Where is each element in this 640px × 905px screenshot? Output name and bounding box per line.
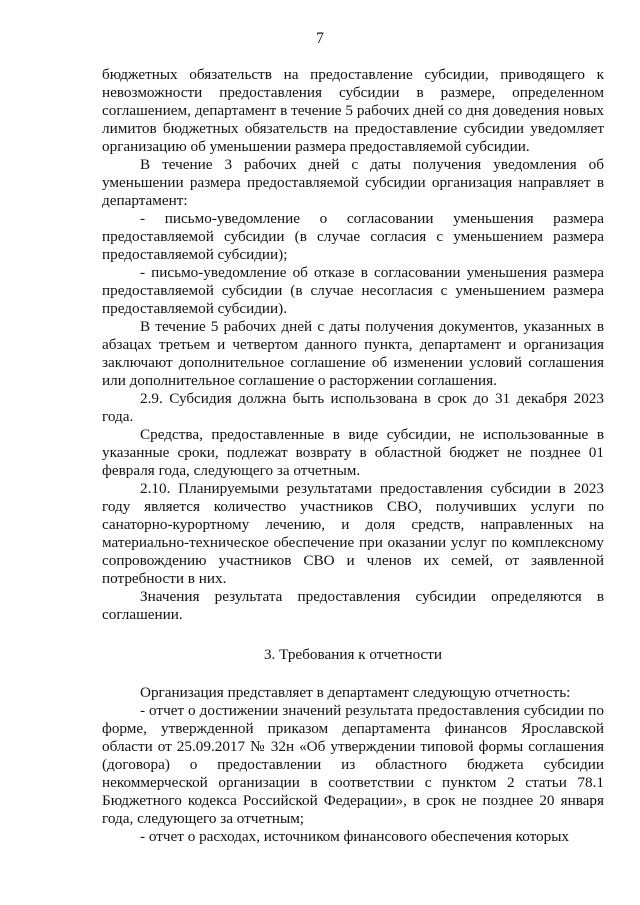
- paragraph: В течение 3 рабочих дней с даты получения уведомления об уменьшении размера предоставляемой субсидии организация направляет в департамент:: [102, 156, 604, 209]
- paragraph: Организация представляет в департамент следующую отчетность:: [140, 684, 571, 701]
- paragraph: 2.10. Планируемыми результатами предоставления субсидии в 2023 году является количество участников СВО, получивших услуги по санаторно-курортному лечению, и доля средств, направленных на материально-техническое обеспечение при оказании услуг по комплексному сопровождению участников СВО и членов их семей, от заявленной потребности в них.: [102, 480, 604, 587]
- list-item: - отчет о расходах, источником финансового обеспечения которых: [140, 828, 570, 845]
- paragraph: 2.9. Субсидия должна быть использована в срок до 31 декабря 2023 года.: [102, 390, 604, 425]
- section-heading: 3. Требования к отчетности: [263, 646, 443, 663]
- list-item: - отчет о достижении значений результата предоставления субсидии по форме, утвержденной приказом департамента финансов Ярославской области от 25.09.2017 № 32н «Об утверждении типовой формы соглашения (договора) о предоставлении из областного бюджета субсидии некоммерческой организации в соответствии с пунктом 2 статьи 78.1 Бюджетного кодекса Российской Федерации», в срок не позднее 20 января года, следующего за отчетным;: [102, 702, 604, 827]
- paragraph: Средства, предоставленные в виде субсидии, не использованные в указанные сроки, подлежат возврату в областной бюджет не позднее 01 февраля года, следующего за отчетным.: [102, 426, 604, 479]
- paragraph: В течение 5 рабочих дней с даты получения документов, указанных в абзацах третьем и четвертом данного пункта, департамент и организация заключают дополнительное соглашение об изменении условий соглашения или дополнительное соглашение о расторжении соглашения.: [102, 318, 604, 389]
- page-content: [102, 66, 604, 846]
- paragraph: бюджетных обязательств на предоставление субсидии, приводящего к невозможности предоставления субсидии в размере, определенном соглашением, департамент в течение 5 рабочих дней со дня доведения новых лимитов бюджетных обязательств на предоставление субсидии уведомляет организацию об уменьшении размера предоставляемой субсидии.: [102, 66, 604, 155]
- list-item: - письмо-уведомление об отказе в согласовании уменьшения размера предоставляемой субсидии (в случае несогласия с уменьшением размера предоставляемой субсидии).: [102, 264, 604, 317]
- paragraph: Значения результата предоставления субсидии определяются в соглашении.: [102, 588, 604, 623]
- list-item: - письмо-уведомление о согласовании уменьшения размера предоставляемой субсидии (в случае согласия с уменьшением размера предоставляемой субсидии);: [102, 210, 604, 263]
- page-number: 7: [316, 30, 324, 47]
